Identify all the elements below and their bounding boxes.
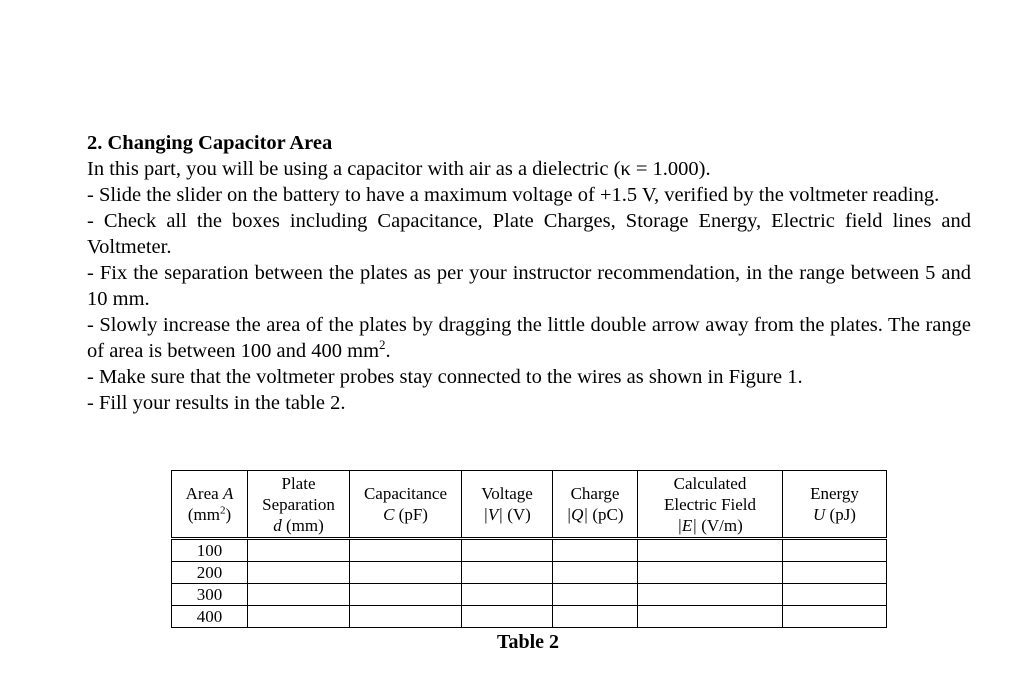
header-energy: Energy U (pJ) xyxy=(783,471,887,539)
electric-field-cell[interactable] xyxy=(638,584,783,606)
separation-cell[interactable] xyxy=(248,562,350,584)
electric-field-cell[interactable] xyxy=(638,606,783,628)
charge-cell[interactable] xyxy=(553,606,638,628)
electric-field-cell[interactable] xyxy=(638,539,783,562)
area-value-cell: 400 xyxy=(172,606,248,628)
charge-cell[interactable] xyxy=(553,584,638,606)
instruction-area: - Slowly increase the area of the plates by dragging the little double arrow away from the plates. The range of area is between 100 and 400 $mm^2$. xyxy=(87,314,971,362)
energy-cell[interactable] xyxy=(783,606,887,628)
energy-cell[interactable] xyxy=(783,584,887,606)
area-value-cell: 300 xyxy=(172,584,248,606)
instruction-fill: - Fill your results in the table 2. xyxy=(87,392,346,414)
table-row xyxy=(172,562,887,584)
separation-cell[interactable] xyxy=(248,606,350,628)
kappa-symbol: κ xyxy=(620,158,631,180)
energy-cell[interactable] xyxy=(783,539,887,562)
voltage-cell[interactable] xyxy=(462,584,553,606)
header-plate-separation: Plate Separation d (mm) xyxy=(248,471,350,539)
table-caption: Table 2 xyxy=(496,631,560,653)
header-capacitance: Capacitance C (pF) xyxy=(350,471,462,539)
table-row xyxy=(172,539,887,562)
separation-cell[interactable] xyxy=(248,584,350,606)
charge-cell[interactable] xyxy=(553,562,638,584)
intro-paragraph: In this part, you will be using a capacitor with air as a dielectric (κ = 1.000). xyxy=(87,158,711,180)
charge-cell[interactable] xyxy=(553,539,638,562)
header-voltage: Voltage |V| (V) xyxy=(462,471,553,539)
section-title: 2. Changing Capacitor Area xyxy=(87,132,333,154)
instruction-separation: - Fix the separation between the plates as per your instructor recommendation, in the range between 5 and 10 mm. xyxy=(87,262,971,310)
results-table xyxy=(171,470,887,628)
capacitance-cell[interactable] xyxy=(350,562,462,584)
header-charge: Charge |Q| (pC) xyxy=(553,471,638,539)
voltage-cell[interactable] xyxy=(462,606,553,628)
capacitance-cell[interactable] xyxy=(350,539,462,562)
area-value-cell: 100 xyxy=(172,539,248,562)
instruction-probes: - Make sure that the voltmeter probes stay connected to the wires as shown in Figure 1. xyxy=(87,366,803,388)
area-value-cell: 200 xyxy=(172,562,248,584)
energy-cell[interactable] xyxy=(783,562,887,584)
voltage-cell[interactable] xyxy=(462,562,553,584)
electric-field-cell[interactable] xyxy=(638,562,783,584)
separation-cell[interactable] xyxy=(248,539,350,562)
instruction-check-boxes: - Check all the boxes including Capacitance, Plate Charges, Storage Energy, Electric field lines and Voltmeter. xyxy=(87,210,971,258)
header-area: Area A $(mm^2)$ xyxy=(172,471,248,539)
table-row xyxy=(172,584,887,606)
capacitance-cell[interactable] xyxy=(350,606,462,628)
header-electric-field: Calculated Electric Field |E| (V/m) xyxy=(638,471,783,539)
instruction-slider: - Slide the slider on the battery to have a maximum voltage of +1.5 V, verified by the voltmeter reading. xyxy=(87,184,940,206)
table-header-row xyxy=(172,471,887,539)
voltage-cell[interactable] xyxy=(462,539,553,562)
capacitance-cell[interactable] xyxy=(350,584,462,606)
instructions-section xyxy=(87,130,971,416)
table-row xyxy=(172,606,887,628)
